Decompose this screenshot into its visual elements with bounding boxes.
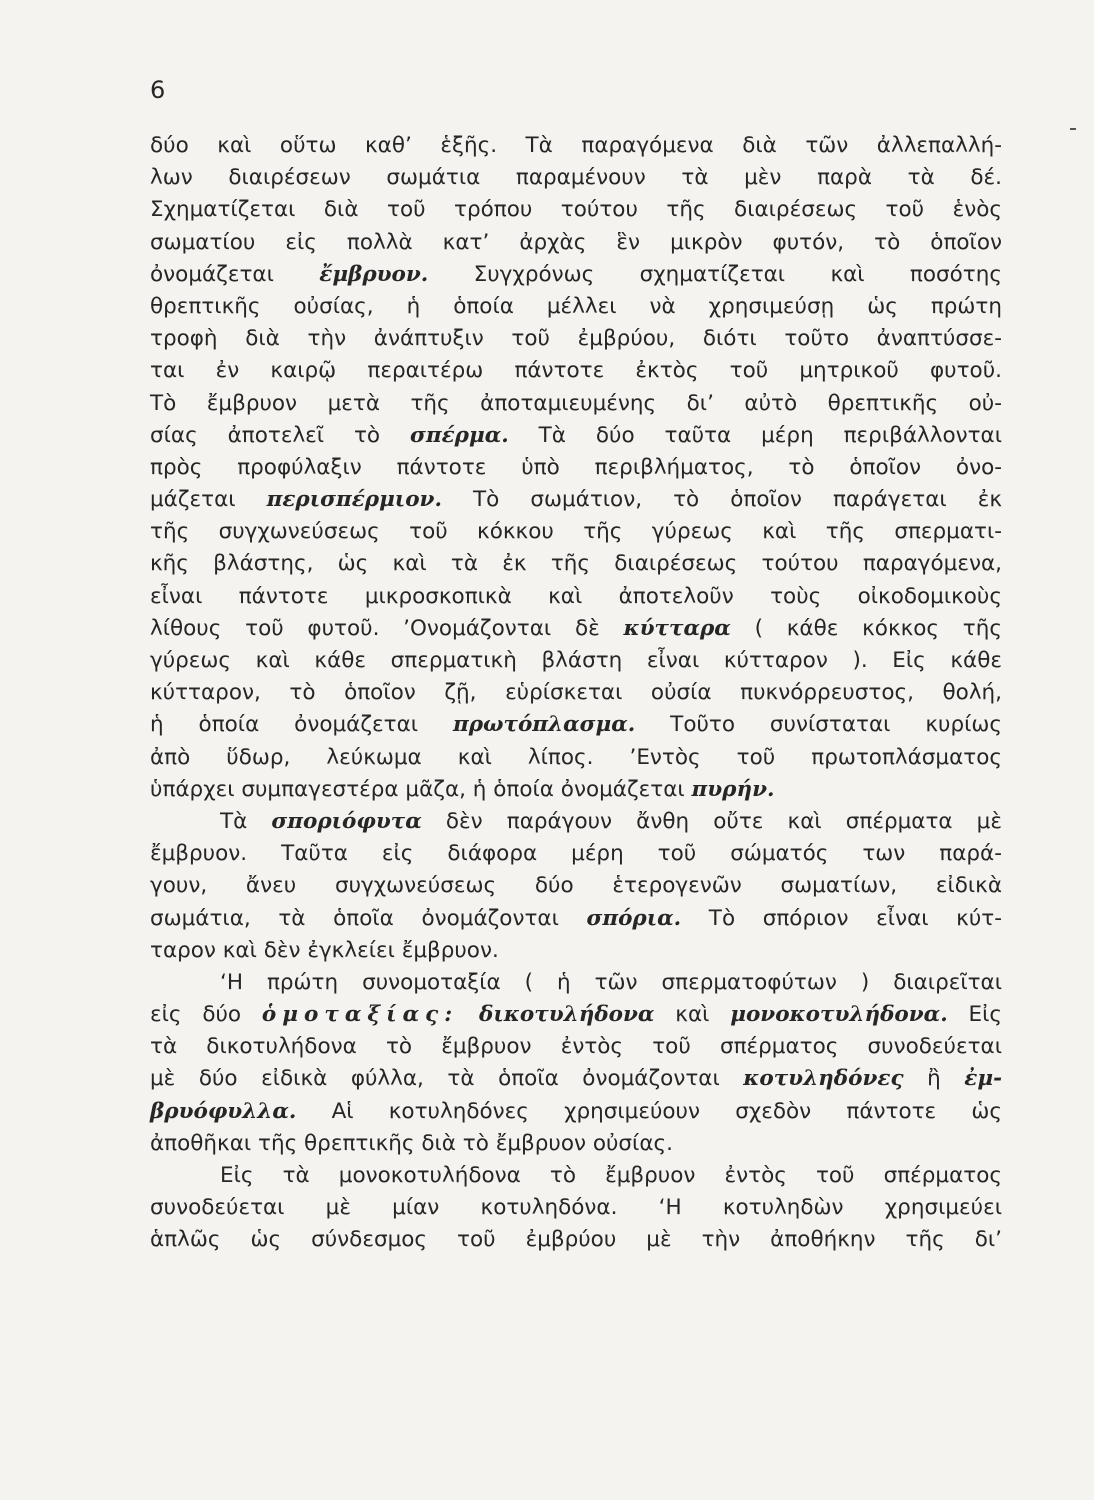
- text-line: κύτταρον, τὸ ὁποῖον ζῇ, εὑρίσκεται οὐσία πυκνόρρευστος, θολή,: [150, 680, 1002, 706]
- text-line: [150, 806, 1002, 838]
- text-line: γουν, ἄνευ συγχωνεύσεως δύο ἑτερογενῶν σωματίων, εἰδικὰ: [150, 873, 1002, 899]
- text-line: ‘Η πρώτη συνομοταξία ( ἡ τῶν σπερματοφύτων ) διαιρεῖται: [220, 969, 1002, 995]
- text-line: δύο καὶ οὕτω καθ’ ἑξῆς. Τὰ παραγόμενα διὰ τῶν ἀλλεπαλλή-: [150, 133, 1002, 158]
- text-line: [150, 1096, 1002, 1128]
- text-line: εἶναι πάντοτε μικροσκοπικὰ καὶ ἀποτελοῦν τοὺς οἰκοδομικοὺς: [150, 583, 1002, 609]
- text-line: τὰ δικοτυλήδονα τὸ ἔμβρυον ἐντὸς τοῦ σπέρματος συνοδεύεται: [150, 1034, 1002, 1060]
- margin-mark: [1070, 128, 1076, 130]
- text-run: Συγχρόνως σχηματίζεται καὶ ποσότης: [428, 261, 1002, 287]
- text-run: Τὰ: [220, 808, 272, 834]
- text-run: ὀνομάζεται: [150, 261, 320, 287]
- text-line: ἁπλῶς ὡς σύνδεσμος τοῦ ἐμβρύου μὲ τὴν ἀποθήκην τῆς δι’: [150, 1227, 1002, 1253]
- text-run: ἢ: [903, 1066, 965, 1092]
- text-run: ( κάθε κόκκος τῆς: [730, 615, 1002, 641]
- term-protoplasm: πρωτόπλασμα.: [452, 712, 636, 738]
- text-run: Αἱ κοτυληδόνες χρησιμεύουν σχεδὸν πάντοτε ὡς: [296, 1098, 1002, 1124]
- text-run: καὶ: [654, 1002, 731, 1028]
- term-cells: κύτταρα: [623, 615, 731, 641]
- text-line: ἀποθῆκαι τῆς θρεπτικῆς διὰ τὸ ἔμβρυον οὐσίας.: [150, 1130, 673, 1156]
- text-line: θρεπτικῆς οὐσίας, ἡ ὁποία μέλλει νὰ χρησιμεύσῃ ὡς πρώτη: [150, 293, 1002, 319]
- text-line: [150, 1063, 1002, 1095]
- term-spores: σπόρια.: [586, 905, 682, 931]
- text-line: γύρεως καὶ κάθε σπερματικὴ βλάστη εἶναι κύτταρον ). Εἰς κάθε: [150, 648, 1002, 673]
- term-monocotyledons: μονοκοτυλήδονα.: [730, 1002, 948, 1028]
- text-line: τροφὴ διὰ τὴν ἀνάπτυξιν τοῦ ἐμβρύου, διότι τοῦτο ἀναπτύσσε-: [150, 326, 1002, 352]
- text-line: ταρον καὶ δὲν ἐγκλείει ἔμβρυον.: [150, 937, 499, 963]
- text-run: μὲ δύο εἰδικὰ φύλλα, τὰ ὁποῖα ὀνομάζονται: [150, 1066, 744, 1092]
- text-run: [458, 1002, 479, 1027]
- text-line: συνοδεύεται μὲ μίαν κοτυληδόνα. ‘Η κοτυληδὼν χρησιμεύει: [150, 1195, 1002, 1221]
- text-run: σίας ἀποτελεῖ τὸ: [150, 422, 410, 448]
- text-run: Τὰ δύο ταῦτα μέρη περιβάλλονται: [508, 422, 1003, 448]
- text-run: ἡ ὁποία ὀνομάζεται: [150, 712, 453, 738]
- term-seed: σπέρμα.: [410, 422, 509, 448]
- text-line: [150, 903, 1002, 935]
- text-line: [150, 613, 1002, 645]
- text-line: [150, 709, 1002, 741]
- text-line: τῆς συγχωνεύσεως τοῦ κόκκου τῆς γύρεως καὶ τῆς σπερματι-: [150, 519, 1002, 545]
- term-sporophytes: σποριόφυτα: [271, 808, 422, 834]
- text-line: ἔμβρυον. Ταῦτα εἰς διάφορα μέρη τοῦ σώματός των παρά-: [150, 841, 1002, 867]
- text-run: Τὸ σπόριον εἶναι κύτ-: [681, 905, 1002, 931]
- text-line: [150, 420, 1002, 452]
- text-run: δὲν παράγουν ἄνθη οὔτε καὶ σπέρματα μὲ: [421, 808, 1002, 834]
- text-line: [150, 999, 1002, 1031]
- term-dicotyledons: δικοτυλήδονα: [479, 1002, 655, 1028]
- text-run: εἰς δύο: [150, 1002, 262, 1028]
- body-text: [150, 130, 1002, 1257]
- text-line: [150, 259, 1002, 291]
- term-classes: ὁμοταξίας:: [261, 1002, 459, 1028]
- text-line: ται ἐν καιρῷ περαιτέρω πάντοτε ἐκτὸς τοῦ μητρικοῦ φυτοῦ.: [150, 358, 1002, 384]
- text-line: κῆς βλάστης, ὡς καὶ τὰ ἐκ τῆς διαιρέσεως τούτου παραγόμενα,: [150, 551, 1002, 577]
- text-run: μάζεται: [150, 487, 267, 513]
- term-embryophylla: ἐμ-: [964, 1066, 1003, 1092]
- text-line: Τὸ ἔμβρυον μετὰ τῆς ἀποταμιευμένης δι’ αὐτὸ θρεπτικῆς οὐ-: [150, 390, 1002, 416]
- text-line: Εἰς τὰ μονοκοτυλήδονα τὸ ἔμβρυον ἐντὸς τοῦ σπέρματος: [220, 1163, 1002, 1188]
- text-line: λων διαιρέσεων σωμάτια παραμένουν τὰ μὲν παρὰ τὰ δέ.: [150, 165, 1002, 191]
- text-run: Τοῦτο συνίσταται κυρίως: [635, 712, 1002, 738]
- text-line: [150, 484, 1002, 516]
- term-cotyledons: κοτυληδόνες: [743, 1066, 904, 1092]
- text-line: ἀπὸ ὕδωρ, λεύκωμα καὶ λίπος. ’Εντὸς τοῦ πρωτοπλάσματος: [150, 744, 1002, 770]
- text-run: Τὸ σωμάτιον, τὸ ὁποῖον παράγεται ἐκ: [441, 487, 1002, 513]
- text-line: σωματίου εἰς πολλὰ κατ’ ἀρχὰς ἓν μικρὸν φυτόν, τὸ ὁποῖον: [150, 229, 1002, 255]
- text-line: Σχηματίζεται διὰ τοῦ τρόπου τούτου τῆς διαιρέσεως τοῦ ἑνὸς: [150, 197, 1002, 223]
- text-run: Εἰς: [947, 1002, 1002, 1028]
- term-perisperm: περισπέρμιον.: [266, 487, 442, 513]
- term-nucleus: πυρήν.: [691, 776, 775, 802]
- page-number: 6: [150, 76, 166, 104]
- term-embryo: ἔμβρυον.: [319, 261, 429, 287]
- term-embryophylla-cont: βρυόφυλλα.: [150, 1098, 297, 1124]
- text-run: ὑπάρχει συμπαγεστέρα μᾶζα, ἡ ὁποία ὀνομάζεται: [150, 776, 692, 802]
- text-line: [150, 774, 1002, 806]
- text-line: πρὸς προφύλαξιν πάντοτε ὑπὸ περιβλήματος, τὸ ὁποῖον ὀνο-: [150, 454, 1002, 480]
- text-run: λίθους τοῦ φυτοῦ. ’Ονομάζονται δὲ: [150, 615, 624, 641]
- text-run: σωμάτια, τὰ ὁποῖα ὀνομάζονται: [150, 905, 587, 931]
